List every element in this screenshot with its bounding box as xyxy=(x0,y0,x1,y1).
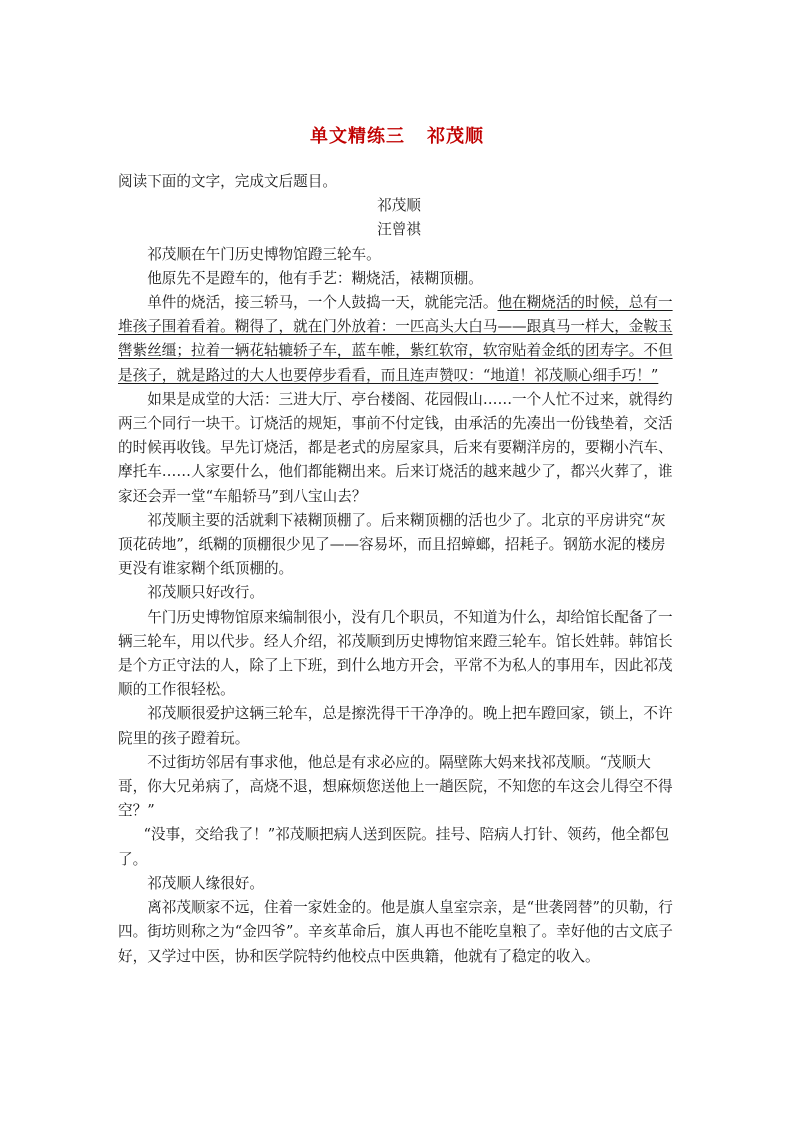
paragraph-4: 如果是成堂的大活：三进大厅、亭台楼阁、花园假山……一个人忙不过来，就得约两三个同行一块干。订烧活的规矩，事前不付定钱，由承活的先凑出一份钱垫着，交活的时候再收钱。早先订烧活，都是老式的房屋家具，后来有要糊洋房的，要糊小汽车、摩托车……人家要什么，他们都能糊出来。后来订烧活的越来越少了，都兴火葬了，谁家还会弄一堂“车船轿马”到八宝山去？ xyxy=(118,390,673,505)
paragraph-10: “没事，交给我了！”祁茂顺把病人送到医院。挂号、陪病人打针、领药，他全都包了。 xyxy=(118,826,670,868)
title-section-label: 单文精练三 xyxy=(310,126,405,147)
page-title xyxy=(0,122,794,148)
instructions-text: 阅读下面的文字，完成文后题目。 xyxy=(118,173,337,190)
paragraph-7: 午门历史博物馆原来编制很小，没有几个职员，不知道为什么，却给馆长配备了一辆三轮车，用以代步。经人介绍，祁茂顺到历史博物馆来蹬三轮车。馆长姓韩。韩馆长是个方正守法的人，除了上下班，到什么地方开会，平常不为私人的事用车，因此祁茂顺的工作很轻松。 xyxy=(118,608,673,699)
reading-passage xyxy=(118,170,680,969)
paragraph-3 xyxy=(118,291,680,388)
paragraph-9: 不过街坊邻居有事求他，他总是有求必应的。隔壁陈大妈来找祁茂顺。“茂顺大哥，你大兄弟病了，高烧不退，想麻烦您送他上一趟医院，不知您的车这会儿得空不得空？” xyxy=(118,753,673,820)
article-title: 祁茂顺 xyxy=(377,197,421,215)
paragraph-8: 祁茂顺很爱护这辆三轮车，总是擦洗得干干净净的。晚上把车蹬回家，锁上，不许院里的孩子蹬着玩。 xyxy=(118,705,673,747)
title-story-name: 祁茂顺 xyxy=(427,126,484,147)
article-author: 汪曾祺 xyxy=(377,221,421,239)
paragraph-3-lead: 单件的烧活，接三轿马，一个人鼓捣一天，就能完活。 xyxy=(147,294,498,312)
paragraph-2: 他原先不是蹬车的，他有手艺：糊烧活，裱糊顶棚。 xyxy=(147,269,483,287)
underlined-passage: 他在糊烧活的时候，总有一堆孩子围着看着。糊得了，就在门外放着：一匹高头大白马——跟真马一样大，金鞍玉辔紫丝缰；拉着一辆花轱辘轿子车，蓝车帷，紫红软帘，软帘贴着金纸的团寿字。不但是孩子，就是路过的大人也要停步看看，而且连声赞叹：“地道！祁茂顺心细手巧！” xyxy=(118,294,673,384)
paragraph-12: 离祁茂顺家不远，住着一家姓金的。他是旗人皇室宗亲，是“世袭罔替”的贝勒，行四。街坊则称之为“金四爷”。辛亥革命后，旗人再也不能吃皇粮了。幸好他的古文底子好，又学过中医，协和医学院特约他校点中医典籍，他就有了稳定的收入。 xyxy=(118,899,673,965)
paragraph-1: 祁茂顺在午门历史博物馆蹬三轮车。 xyxy=(147,245,381,263)
paragraph-5: 祁茂顺主要的活就剩下裱糊顶棚了。后来糊顶棚的活也少了。北京的平房讲究“灰顶花砖地”，纸糊的顶棚很少见了——容易坏，而且招蟑螂，招耗子。钢筋水泥的楼房更没有谁家糊个纸顶棚的。 xyxy=(118,511,666,578)
paragraph-6: 祁茂顺只好改行。 xyxy=(147,584,264,602)
paragraph-11: 祁茂顺人缘很好。 xyxy=(147,874,264,892)
